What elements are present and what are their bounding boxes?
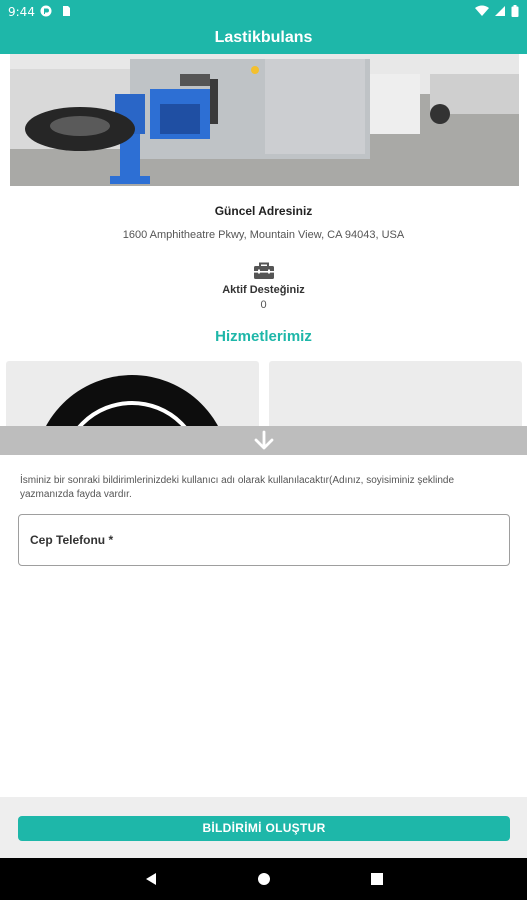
back-icon[interactable] (144, 872, 158, 886)
hero-image (10, 54, 519, 186)
service-van-photo (10, 54, 519, 186)
status-time: 9:44 (8, 5, 35, 19)
carousel-dot (251, 66, 259, 74)
toolbox-icon (253, 262, 275, 280)
name-hint-text: İsminiz bir sonraki bildirimlerinizdeki kullanıcı adı olarak kullanılacaktır(Adınız, soyisiminiz şeklinde yazmanızda fayda vardır. (20, 475, 455, 500)
active-support-title: Aktif Desteğiniz (222, 284, 305, 296)
service-card-tyre[interactable] (6, 361, 259, 431)
tyre-icon (6, 361, 259, 431)
services-title: Hizmetlerimiz (215, 328, 312, 345)
status-right-icons (475, 5, 519, 17)
app-bar (0, 24, 527, 54)
wifi-icon (475, 5, 489, 17)
sim-card-icon (60, 5, 72, 17)
app-title: Lastikbulans (214, 29, 313, 46)
address-value: 1600 Amphitheatre Pkwy, Mountain View, CA 94043, USA (122, 229, 405, 241)
create-notification-button[interactable]: BİLDİRİMİ OLUŞTUR (18, 816, 510, 841)
recents-icon[interactable] (370, 872, 384, 886)
arrow-down-icon[interactable] (252, 429, 276, 453)
bottom-sheet (0, 455, 527, 797)
signal-icon (494, 5, 506, 17)
battery-icon (511, 5, 519, 17)
footer (0, 797, 527, 858)
sheet-handle[interactable] (0, 426, 527, 455)
home-icon[interactable] (257, 872, 271, 886)
status-bar (0, 0, 527, 24)
phone-field[interactable] (18, 514, 510, 566)
active-support-count: 0 (260, 299, 267, 311)
service-card-2[interactable] (269, 361, 522, 431)
system-nav-bar (0, 858, 527, 900)
address-title: Güncel Adresiniz (214, 204, 313, 218)
app-notification-icon (40, 5, 52, 17)
phone-field-label: Cep Telefonu * (30, 533, 114, 547)
